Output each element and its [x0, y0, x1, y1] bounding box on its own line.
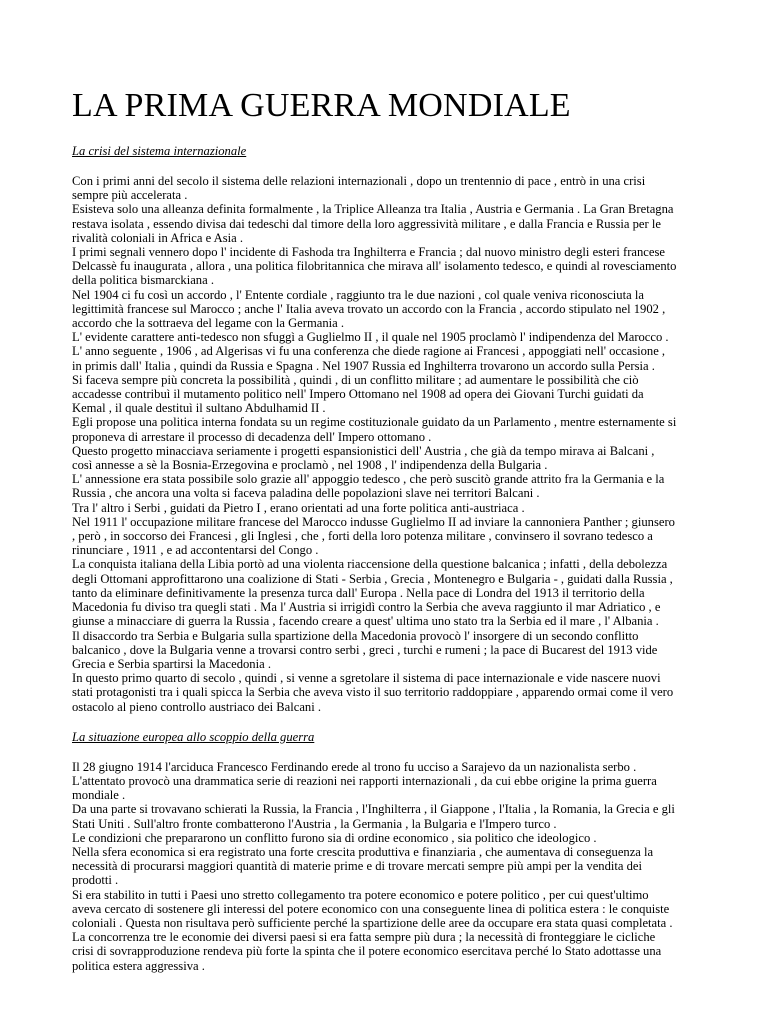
paragraph: Nella sfera economica si era registrato una forte crescita produttiva e finanziaria , che aumentava di conseguenza la necessità di procurarsi maggiori quantità di materie prime e di trovare mercati sempre più ampi per la vendita dei prodotti . — [72, 844, 654, 888]
paragraph: Il 28 giugno 1914 l'arciduca Francesco Ferdinando erede al trono fu ucciso a Sarajevo da un nazionalista serbo . — [72, 759, 637, 774]
section-body-war-outbreak — [72, 760, 700, 973]
paragraph: La concorrenza tre le economie dei diversi paesi si era fatta sempre più dura ; la necessità di fronteggiare le cicliche crisi di sovrapproduzione rendeva più forte la spinta che il potere economico esercitava perché lo Stato adottasse una politica estera aggressiva . — [72, 930, 662, 973]
paragraph: In questo primo quarto di secolo , quindi , si venne a sgretolare il sistema di pace internazionale e vide nascere nuovi stati protagonisti tra i quali spicca la Serbia che aveva visto il suo territorio raddoppiare , apparendo ormai come il vero ostacolo al pieno controllo austriaco dei Balcani . — [72, 671, 674, 714]
paragraph: Si era stabilito in tutti i Paesi uno stretto collegamento tra potere economico e potere politico , per cui quest'ultimo aveva cercato di sostenere gli interessi del potere economico con una conseguente linea di politica estera : le conquiste coloniali . Questa non risultava però sufficiente perché la spartizione delle aree da occupare era stata quasi completata . — [72, 887, 673, 930]
paragraph: Con i primi anni del secolo il sistema delle relazioni internazionali , dopo un trentennio di pace , entrò in una crisi sempre più accelerata . — [72, 174, 646, 203]
document-page — [72, 86, 700, 973]
paragraph: L' evidente carattere anti-tedesco non sfuggì a Guglielmo II , il quale nel 1905 proclamò l' indipendenza del Marocco . — [72, 330, 669, 345]
paragraph: Tra l' altro i Serbi , guidati da Pietro I , erano orientati ad una forte politica anti-austriaca . — [72, 500, 525, 515]
page-title: LA PRIMA GUERRA MONDIALE — [72, 87, 571, 124]
paragraph: I primi segnali vennero dopo l' incidente di Fashoda tra Inghilterra e Francia ; dal nuovo ministro degli esteri francese Delcassè fu inaugurata , allora , una politica filobritannica che mirava all' isolamento tedesco, e quindi al rovesciamento della politica bismarckiana . — [72, 245, 677, 288]
section-heading-war-outbreak: La situazione europea allo scoppio della guerra — [72, 729, 315, 744]
paragraph: Esisteva solo una alleanza definita formalmente , la Triplice Alleanza tra Italia , Austria e Germania . La Gran Bretagna restava isolata , essendo divisa dai tedeschi dal timore della loro aggressività militare , e dalla Francia e Russia per le rivalità coloniali in Africa e Asia . — [72, 202, 674, 245]
section-body-crisis — [72, 174, 700, 714]
paragraph: La conquista italiana della Libia portò ad una violenta riaccensione della questione balcanica ; infatti , della debolezza degli Ottomani approfittarono una coalizione di Stati - Serbia , Grecia , Montenegro e Bulgaria - , guidati dalla Russia , tanto da eliminare definitivamente la presenza turca dall' Europa . Nella pace di Londra del 1913 il territorio della Macedonia fu diviso tra quegli stati . Ma l' Austria si irrigidì contro la Serbia che aveva raggiunto il mar Adriatico , e giunse a minacciare di guerra la Russia , facendo creare a quest' ultima uno stato tra la Serbia ed il mare , l' Albania . — [72, 557, 673, 629]
paragraph: L' anno seguente , 1906 , ad Algerisas vi fu una conferenza che diede ragione ai Francesi , appoggiati nell' occasione , in primis dall' Italia , quindi da Russia e Spagna . Nel 1907 Russia ed Inghilterra trovarono un accordo sulla Persia . — [72, 344, 666, 373]
paragraph: Nel 1904 ci fu così un accordo , l' Entente cordiale , raggiunto tra le due nazioni , col quale veniva riconosciuta la legittimità francese sul Marocco ; anche l' Italia aveva trovato un accordo con la Francia , accordo stipulato nel 1902 , accordo che la sottraeva del legame con la Germania . — [72, 287, 666, 331]
paragraph: Questo progetto minacciava seriamente i progetti espansionistici dell' Austria , che già da tempo mirava ai Balcani , così annesse a sè la Bosnia-Erzegovina e proclamò , nel 1908 , l' indipendenza della Bulgaria . — [72, 443, 655, 473]
paragraph: Le condizioni che prepararono un conflitto furono sia di ordine economico , sia politico che ideologico . — [72, 830, 597, 845]
paragraph: Da una parte si trovavano schierati la Russia, la Francia , l'Inghilterra , il Giappone , l'Italia , la Romania, la Grecia e gli Stati Uniti . Sull'altro fronte combatterono l'Austria , la Germania , la Bulgaria e l'Impero turco . — [72, 802, 675, 831]
paragraph: Il disaccordo tra Serbia e Bulgaria sulla spartizione della Macedonia provocò l' insorgere di un secondo conflitto balcanico , dove la Bulgaria venne a trovarsi contro serbi , greci , turchi e rumeni ; la pace di Bucarest del 1913 vide Grecia e Serbia spartirsi la Macedonia . — [72, 628, 658, 671]
paragraph: L'attentato provocò una drammatica serie di reazioni nei rapporti internazionali , da cui ebbe origine la prima guerra mondiale . — [72, 773, 657, 803]
paragraph: Nel 1911 l' occupazione militare francese del Marocco indusse Guglielmo II ad inviare la cannoniera Panther ; giunsero , però , in soccorso dei Francesi , gli Inglesi , che , forti della loro potenza militare , convinsero il sovrano tedesco a rinunciare , 1911 , e ad accontentarsi del Congo . — [72, 514, 675, 558]
paragraph: Egli propose una politica interna fondata su un regime costituzionale guidato da un Parlamento , mentre esternamente si proponeva di arrestare il processo di decadenza dell' Impero ottomano . — [72, 415, 677, 444]
section-heading-crisis: La crisi del sistema internazionale — [72, 144, 247, 158]
paragraph: L' annessione era stata possibile solo grazie all' appoggio tedesco , che però suscitò grande attrito fra la Germania e la Russia , che ancora una volta si faceva paladina delle popolazioni slave nei territori Balcani . — [72, 472, 665, 501]
paragraph: Si faceva sempre più concreta la possibilità , quindi , di un conflitto militare ; ad aumentare le possibilità che ciò accadesse contribuì il mutamento politico nell' Impero Ottomano nel 1908 ad opera dei Giovani Turchi guidati da Kemal , il quale destituì il sultano Abdulhamid II . — [72, 372, 644, 416]
